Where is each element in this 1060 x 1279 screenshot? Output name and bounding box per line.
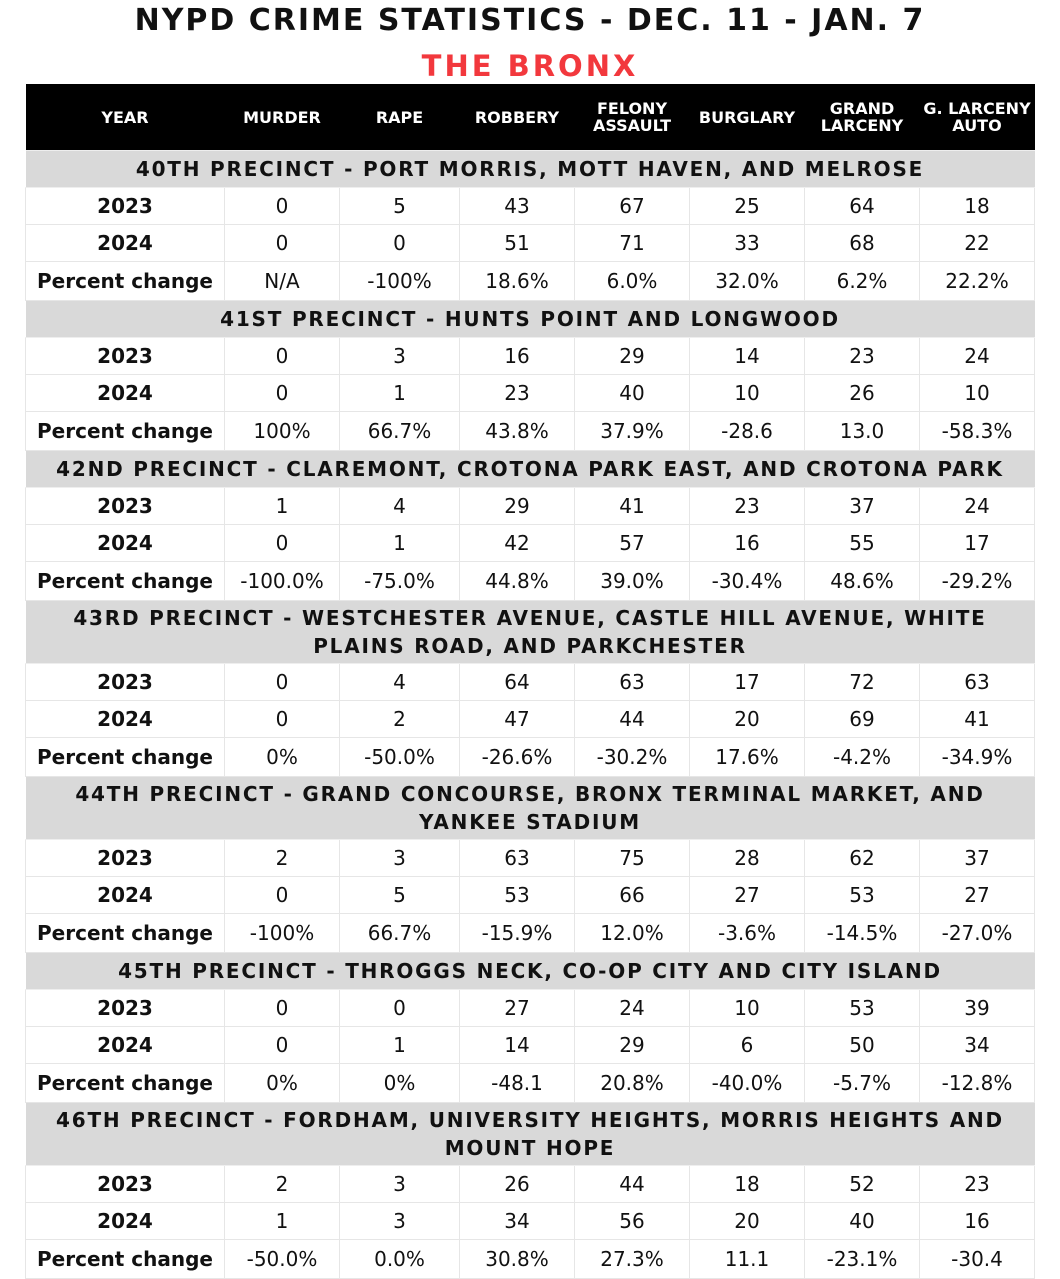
percent-change-cell: 0% [225, 738, 340, 777]
percent-change-cell: 0% [340, 1064, 460, 1103]
value-cell: 71 [575, 225, 690, 262]
table-row [26, 701, 1035, 738]
value-cell: 0 [225, 188, 340, 225]
value-cell: 64 [805, 188, 920, 225]
percent-change-cell: -14.5% [805, 914, 920, 953]
percent-increase-cell: 39.0% [575, 562, 690, 601]
year-cell: 2023 [26, 840, 225, 877]
percent-change-cell: -27.0% [920, 914, 1035, 953]
percent-change-cell: -15.9% [460, 914, 575, 953]
percent-increase-cell: 20.8% [575, 1064, 690, 1103]
column-header-g-larceny-auto: G. LARCENY AUTO [920, 84, 1035, 151]
value-cell: 27 [460, 990, 575, 1027]
value-cell: 14 [690, 338, 805, 375]
percent-change-cell: 0.0% [340, 1240, 460, 1279]
percent-change-cell: -100% [225, 914, 340, 953]
table-row [26, 877, 1035, 914]
percent-change-row [26, 562, 1035, 601]
table-row [26, 225, 1035, 262]
precinct-name: 43RD PRECINCT - WESTCHESTER AVENUE, CASTLE HILL AVENUE, WHITE PLAINS ROAD, AND PARKCHESTER [26, 601, 1035, 664]
value-cell: 0 [225, 701, 340, 738]
table-row [26, 990, 1035, 1027]
percent-change-cell: -100.0% [225, 562, 340, 601]
precinct-name: 41ST PRECINCT - HUNTS POINT AND LONGWOOD [26, 301, 1035, 338]
precinct-header-row [26, 301, 1035, 338]
value-cell: 2 [225, 1166, 340, 1203]
percent-change-cell: -26.6% [460, 738, 575, 777]
percent-increase-cell: 13.0 [805, 412, 920, 451]
value-cell: 37 [920, 840, 1035, 877]
value-cell: 57 [575, 525, 690, 562]
value-cell: 34 [460, 1203, 575, 1240]
percent-increase-cell: 18.6% [460, 262, 575, 301]
percent-increase-cell: 30.8% [460, 1240, 575, 1279]
table-row [26, 188, 1035, 225]
precinct-name: 44TH PRECINCT - GRAND CONCOURSE, BRONX TERMINAL MARKET, AND YANKEE STADIUM [26, 777, 1035, 840]
value-cell: 63 [920, 664, 1035, 701]
value-cell: 5 [340, 188, 460, 225]
percent-increase-cell: 48.6% [805, 562, 920, 601]
precinct-name: 46TH PRECINCT - FORDHAM, UNIVERSITY HEIGHTS, MORRIS HEIGHTS AND MOUNT HOPE [26, 1103, 1035, 1166]
value-cell: 44 [575, 1166, 690, 1203]
percent-change-label: Percent change [26, 1064, 225, 1103]
percent-change-row [26, 914, 1035, 953]
percent-increase-cell: -30.4 [920, 1240, 1035, 1279]
value-cell: 53 [805, 877, 920, 914]
value-cell: 20 [690, 1203, 805, 1240]
column-header-murder: MURDER [225, 84, 340, 151]
percent-change-row [26, 1064, 1035, 1103]
precinct-header-row [26, 601, 1035, 664]
value-cell: 52 [805, 1166, 920, 1203]
column-header-robbery: ROBBERY [460, 84, 575, 151]
precinct-header-row [26, 151, 1035, 188]
value-cell: 62 [805, 840, 920, 877]
value-cell: 55 [805, 525, 920, 562]
value-cell: 0 [225, 990, 340, 1027]
value-cell: 10 [690, 990, 805, 1027]
value-cell: 41 [575, 488, 690, 525]
value-cell: 43 [460, 188, 575, 225]
value-cell: 3 [340, 1166, 460, 1203]
percent-change-row [26, 738, 1035, 777]
value-cell: 1 [340, 1027, 460, 1064]
value-cell: 53 [805, 990, 920, 1027]
value-cell: 4 [340, 488, 460, 525]
column-header-grand-larceny: GRAND LARCENY [805, 84, 920, 151]
precinct-header-row [26, 777, 1035, 840]
value-cell: 42 [460, 525, 575, 562]
year-cell: 2023 [26, 488, 225, 525]
column-header-rape: RAPE [340, 84, 460, 151]
value-cell: 40 [805, 1203, 920, 1240]
value-cell: 17 [920, 525, 1035, 562]
percent-change-cell: -23.1% [805, 1240, 920, 1279]
value-cell: 41 [920, 701, 1035, 738]
percent-increase-cell: 22.2% [920, 262, 1035, 301]
year-cell: 2024 [26, 375, 225, 412]
percent-change-cell: -4.2% [805, 738, 920, 777]
value-cell: 0 [225, 375, 340, 412]
percent-increase-cell: 66.7% [340, 412, 460, 451]
value-cell: 27 [690, 877, 805, 914]
percent-increase-cell: 43.8% [460, 412, 575, 451]
value-cell: 33 [690, 225, 805, 262]
percent-increase-cell: 66.7% [340, 914, 460, 953]
value-cell: 3 [340, 1203, 460, 1240]
value-cell: 1 [340, 525, 460, 562]
value-cell: 23 [805, 338, 920, 375]
value-cell: 24 [920, 488, 1035, 525]
table-row [26, 840, 1035, 877]
percent-increase-cell: 44.8% [460, 562, 575, 601]
value-cell: 25 [690, 188, 805, 225]
value-cell: 0 [225, 525, 340, 562]
value-cell: 24 [920, 338, 1035, 375]
year-cell: 2024 [26, 225, 225, 262]
precinct-header-row [26, 451, 1035, 488]
table-row [26, 375, 1035, 412]
year-cell: 2023 [26, 1166, 225, 1203]
percent-change-label: Percent change [26, 1240, 225, 1279]
year-cell: 2023 [26, 664, 225, 701]
value-cell: 26 [460, 1166, 575, 1203]
value-cell: 22 [920, 225, 1035, 262]
value-cell: 47 [460, 701, 575, 738]
percent-change-label: Percent change [26, 738, 225, 777]
value-cell: 0 [225, 877, 340, 914]
value-cell: 3 [340, 338, 460, 375]
precinct-name: 45TH PRECINCT - THROGGS NECK, CO-OP CITY AND CITY ISLAND [26, 953, 1035, 990]
value-cell: 37 [805, 488, 920, 525]
percent-change-label: Percent change [26, 262, 225, 301]
percent-change-cell: -12.8% [920, 1064, 1035, 1103]
precinct-name: 40TH PRECINCT - PORT MORRIS, MOTT HAVEN, AND MELROSE [26, 151, 1035, 188]
column-header-burglary: BURGLARY [690, 84, 805, 151]
value-cell: 0 [340, 990, 460, 1027]
value-cell: 17 [690, 664, 805, 701]
value-cell: 26 [805, 375, 920, 412]
value-cell: 14 [460, 1027, 575, 1064]
percent-increase-cell: 100% [225, 412, 340, 451]
value-cell: 66 [575, 877, 690, 914]
value-cell: 18 [690, 1166, 805, 1203]
value-cell: 18 [920, 188, 1035, 225]
percent-change-cell: 37.9% [575, 412, 690, 451]
percent-change-label: Percent change [26, 914, 225, 953]
value-cell: 69 [805, 701, 920, 738]
table-row [26, 664, 1035, 701]
percent-change-cell: -48.1 [460, 1064, 575, 1103]
percent-change-cell: 11.1 [690, 1240, 805, 1279]
precinct-header-row [26, 1103, 1035, 1166]
value-cell: 75 [575, 840, 690, 877]
table-header-row [26, 84, 1035, 151]
percent-change-cell: -50.0% [340, 738, 460, 777]
percent-change-cell: -29.2% [920, 562, 1035, 601]
value-cell: 16 [460, 338, 575, 375]
value-cell: 44 [575, 701, 690, 738]
value-cell: 63 [460, 840, 575, 877]
value-cell: 0 [225, 338, 340, 375]
table-row [26, 525, 1035, 562]
percent-increase-cell: 32.0% [690, 262, 805, 301]
table-row [26, 488, 1035, 525]
percent-change-cell: N/A [225, 262, 340, 301]
year-cell: 2024 [26, 525, 225, 562]
value-cell: 0 [225, 664, 340, 701]
column-header-year: YEAR [26, 84, 225, 151]
percent-change-cell: -34.9% [920, 738, 1035, 777]
page-subtitle: THE BRONX [421, 49, 639, 83]
percent-change-cell: -5.7% [805, 1064, 920, 1103]
value-cell: 64 [460, 664, 575, 701]
value-cell: 1 [225, 488, 340, 525]
value-cell: 3 [340, 840, 460, 877]
value-cell: 29 [575, 338, 690, 375]
percent-increase-cell: -3.6% [690, 914, 805, 953]
table-body [26, 151, 1035, 1279]
percent-change-row [26, 262, 1035, 301]
value-cell: 24 [575, 990, 690, 1027]
precinct-name: 42ND PRECINCT - CLAREMONT, CROTONA PARK EAST, AND CROTONA PARK [26, 451, 1035, 488]
page-title: NYPD CRIME STATISTICS - DEC. 11 - JAN. 7 [134, 3, 926, 38]
value-cell: 0 [225, 1027, 340, 1064]
percent-change-cell: -30.4% [690, 562, 805, 601]
value-cell: 16 [920, 1203, 1035, 1240]
value-cell: 29 [460, 488, 575, 525]
value-cell: 23 [460, 375, 575, 412]
table-row [26, 338, 1035, 375]
value-cell: 34 [920, 1027, 1035, 1064]
year-cell: 2024 [26, 877, 225, 914]
year-cell: 2024 [26, 1203, 225, 1240]
column-header-felony-assault: FELONY ASSAULT [575, 84, 690, 151]
value-cell: 56 [575, 1203, 690, 1240]
value-cell: 68 [805, 225, 920, 262]
percent-change-cell: 0% [225, 1064, 340, 1103]
year-cell: 2024 [26, 701, 225, 738]
percent-change-cell: -100% [340, 262, 460, 301]
value-cell: 2 [225, 840, 340, 877]
value-cell: 51 [460, 225, 575, 262]
value-cell: 4 [340, 664, 460, 701]
value-cell: 1 [340, 375, 460, 412]
percent-change-label: Percent change [26, 562, 225, 601]
value-cell: 29 [575, 1027, 690, 1064]
percent-change-cell: -30.2% [575, 738, 690, 777]
crime-statistics-table [25, 84, 1035, 1279]
value-cell: 10 [920, 375, 1035, 412]
table-row [26, 1166, 1035, 1203]
value-cell: 0 [225, 225, 340, 262]
percent-increase-cell: 17.6% [690, 738, 805, 777]
value-cell: 2 [340, 701, 460, 738]
value-cell: 50 [805, 1027, 920, 1064]
percent-change-label: Percent change [26, 412, 225, 451]
value-cell: 53 [460, 877, 575, 914]
percent-change-cell: -40.0% [690, 1064, 805, 1103]
value-cell: 72 [805, 664, 920, 701]
value-cell: 23 [920, 1166, 1035, 1203]
percent-change-row [26, 1240, 1035, 1279]
percent-change-cell: -50.0% [225, 1240, 340, 1279]
value-cell: 27 [920, 877, 1035, 914]
table-row [26, 1203, 1035, 1240]
year-cell: 2024 [26, 1027, 225, 1064]
year-cell: 2023 [26, 990, 225, 1027]
value-cell: 16 [690, 525, 805, 562]
value-cell: 40 [575, 375, 690, 412]
value-cell: 0 [340, 225, 460, 262]
table-row [26, 1027, 1035, 1064]
percent-change-cell: -58.3% [920, 412, 1035, 451]
percent-increase-cell: 12.0% [575, 914, 690, 953]
percent-increase-cell: 6.0% [575, 262, 690, 301]
value-cell: 6 [690, 1027, 805, 1064]
value-cell: 28 [690, 840, 805, 877]
value-cell: 67 [575, 188, 690, 225]
percent-change-row [26, 412, 1035, 451]
value-cell: 63 [575, 664, 690, 701]
percent-increase-cell: -28.6 [690, 412, 805, 451]
value-cell: 1 [225, 1203, 340, 1240]
percent-increase-cell: 6.2% [805, 262, 920, 301]
percent-increase-cell: 27.3% [575, 1240, 690, 1279]
year-cell: 2023 [26, 338, 225, 375]
value-cell: 39 [920, 990, 1035, 1027]
year-cell: 2023 [26, 188, 225, 225]
value-cell: 23 [690, 488, 805, 525]
value-cell: 5 [340, 877, 460, 914]
value-cell: 10 [690, 375, 805, 412]
percent-change-cell: -75.0% [340, 562, 460, 601]
value-cell: 20 [690, 701, 805, 738]
precinct-header-row [26, 953, 1035, 990]
